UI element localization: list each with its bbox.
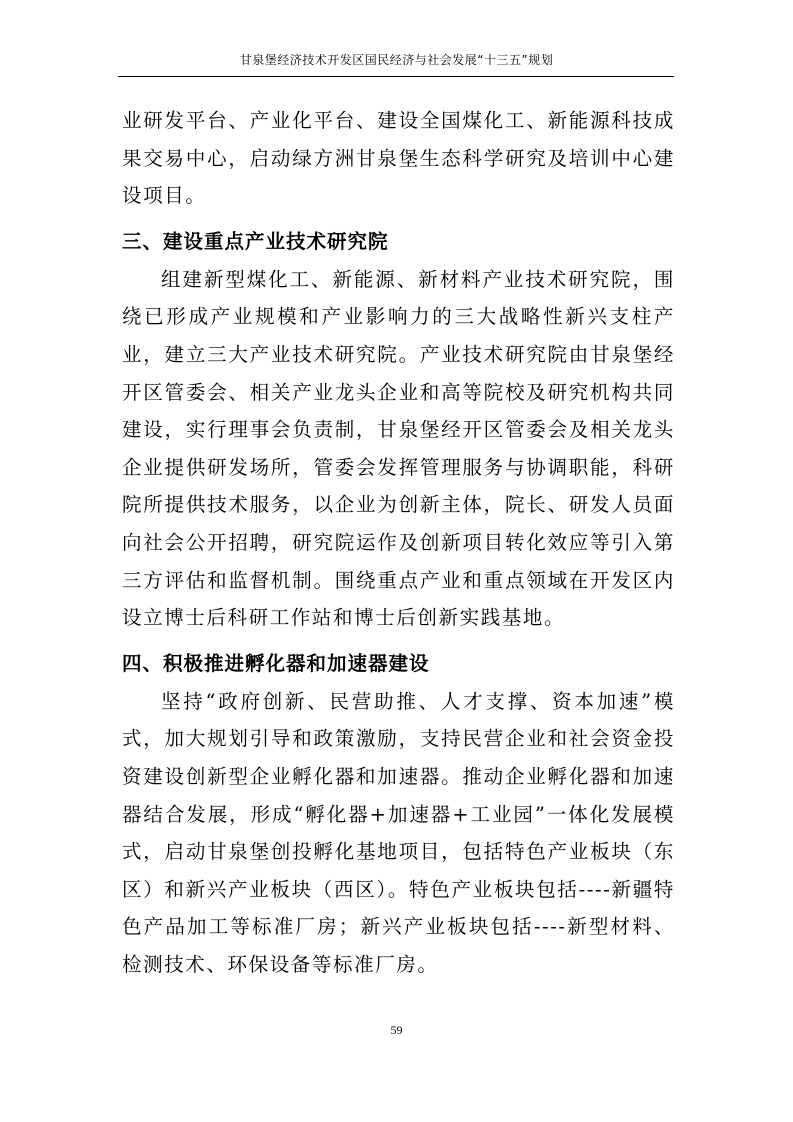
paragraph-continued: 业研发平台、产业化平台、建设全国煤化工、新能源科技成果交易中心，启动绿方洲甘泉堡生态科学研究及培训中心建设项目。 bbox=[122, 109, 675, 208]
paragraph-research-institute: 组建新型煤化工、新能源、新材料产业技术研究院，围绕已形成产业规模和产业影响力的三大战略性新兴支柱产业，建立三大产业技术研究院。产业技术研究院由甘泉堡经开区管委会、相关产业龙头企业和高等院校及研究机构共同建设，实行理事会负责制，甘泉堡经开区管委会及相关龙头企业提供研发场所，管委会发挥管理服务与协调职能，科研院所提供技术服务，以企业为创新主体，院长、研发人员面向社会公开招聘，研究院运作及创新项目转化效应等引入第三方评估和监督机制。围绕重点产业和重点领域在开发区内设立博士后科研工作站和博士后创新实践基地。 bbox=[122, 267, 675, 630]
page-number: 59 bbox=[390, 1023, 403, 1037]
page-header-title: 甘泉堡经济技术开发区国民经济与社会发展“十三五”规划 bbox=[239, 53, 554, 67]
header-divider bbox=[118, 76, 674, 77]
section-heading-3: 三、建设重点产业技术研究院 bbox=[122, 229, 389, 253]
paragraph-incubator: 坚持“政府创新、民营助推、人才支撑、资本加速”模式，加大规划引导和政策激励，支持民营企业和社会资金投资建设创新型企业孵化器和加速器。推动企业孵化器和加速器结合发展，形成“孵化器+加速器+工业园”一体化发展模式，启动甘泉堡创投孵化基地项目，包括特色产业板块（东区）和新兴产业板块（西区）。特色产业板块包括----新疆特色产品加工等标准厂房；新兴产业板块包括----新型材料、检测技术、环保设备等标准厂房。 bbox=[122, 689, 675, 976]
section-heading-4: 四、积极推进孵化器和加速器建设 bbox=[122, 651, 430, 675]
document-body bbox=[122, 102, 675, 983]
